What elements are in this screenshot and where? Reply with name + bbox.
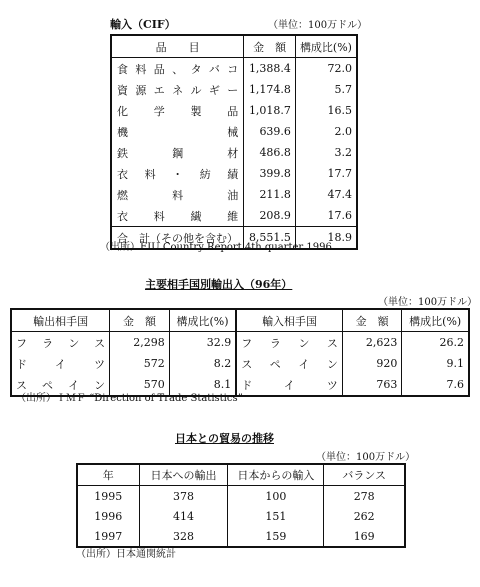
- japan-trade-unit: （単位：100万ドル）: [316, 452, 416, 463]
- share-cell: 72.0: [327, 62, 352, 75]
- share-cell: 47.4: [327, 188, 352, 201]
- export-country-cell: スペイン: [11, 374, 110, 396]
- header-balance: バランス: [324, 464, 405, 486]
- item-cell: 燃料油: [111, 184, 244, 205]
- imports-cell: 100: [228, 486, 324, 507]
- table-row: [111, 163, 357, 184]
- header-import-share: 構成比(%): [402, 309, 469, 332]
- imports-caption: 輸入（CIF）: [110, 18, 176, 31]
- balance-cell: 278: [353, 489, 375, 503]
- amount-cell: 639.6: [244, 121, 296, 142]
- table-row: [111, 184, 357, 205]
- amount-cell: 211.8: [244, 184, 296, 205]
- header-imports: 日本からの輸入: [228, 464, 324, 486]
- export-amount-cell: 2,298: [110, 332, 170, 354]
- japan-trade-header-row: [77, 464, 405, 486]
- import-country-cell: ドイツ: [236, 374, 342, 396]
- amount-cell: 1,174.8: [244, 79, 296, 100]
- exports-cell: 378: [139, 486, 228, 507]
- share-cell: 17.6: [327, 209, 352, 222]
- header-import-country: 輸入相手国: [236, 309, 342, 332]
- import-amount-cell: 763: [342, 374, 402, 396]
- balance-cell: 169: [353, 529, 375, 543]
- import-share-cell: 26.2: [439, 336, 464, 349]
- import-share-cell: 7.6: [446, 378, 464, 391]
- header-share: 構成比(%): [295, 35, 357, 58]
- imports-unit: （単位：100万ドル）: [268, 20, 368, 31]
- table-row: [11, 332, 469, 354]
- share-cell: 3.2: [334, 146, 352, 159]
- share-cell: 16.5: [327, 104, 352, 117]
- exports-cell: 328: [139, 526, 228, 547]
- header-import-amount: 金 額: [342, 309, 402, 332]
- japan-trade-title: 日本との貿易の推移: [175, 432, 274, 445]
- year-cell: 1996: [77, 506, 139, 526]
- share-cell: 17.7: [327, 167, 352, 180]
- export-country-cell: ドイツ: [11, 353, 110, 374]
- table-row: [77, 526, 405, 547]
- total-amount-cell: 8,551.5: [244, 227, 296, 250]
- header-exports: 日本への輸出: [139, 464, 228, 486]
- imports-header-row: [111, 35, 357, 58]
- table-row: [111, 142, 357, 163]
- table-row: [111, 58, 357, 80]
- partners-header-row: [11, 309, 469, 332]
- table-row: [77, 506, 405, 526]
- item-cell: 機械: [111, 121, 244, 142]
- imports-source: （出所）EIU Country Report 4th quarter 1996: [100, 242, 332, 253]
- table-row: [111, 205, 357, 227]
- import-share-cell: 9.1: [446, 357, 464, 370]
- partners-source: （出所）ＩＭＦ “Direction of Trade Statistics”: [16, 393, 243, 404]
- partners-title: 主要相手国別輸出入（96年）: [145, 278, 293, 291]
- share-cell: 2.0: [334, 125, 352, 138]
- export-share-cell: 32.9: [169, 332, 236, 354]
- item-cell: 衣料繊維: [111, 205, 244, 227]
- item-cell: 鉄鋼材: [111, 142, 244, 163]
- header-year: 年: [77, 464, 139, 486]
- import-country-cell: フランス: [236, 332, 342, 354]
- item-cell: 化学製品: [111, 100, 244, 121]
- partners-table: [10, 308, 470, 397]
- amount-cell: 208.9: [244, 205, 296, 227]
- balance-cell: 262: [353, 509, 375, 523]
- table-row: [111, 79, 357, 100]
- export-share-cell: 8.1: [169, 374, 236, 396]
- export-share-cell: 8.2: [169, 353, 236, 374]
- header-export-amount: 金 額: [110, 309, 170, 332]
- amount-cell: 486.8: [244, 142, 296, 163]
- share-cell: 5.7: [334, 83, 352, 96]
- item-cell: 食料品、タバコ: [111, 58, 244, 80]
- header-item: 品 目: [111, 35, 244, 58]
- table-row: [111, 121, 357, 142]
- item-cell: 衣料・紡績: [111, 163, 244, 184]
- table-row: [11, 353, 469, 374]
- table-row: [77, 486, 405, 507]
- export-amount-cell: 570: [110, 374, 170, 396]
- year-cell: 1997: [77, 526, 139, 547]
- imports-cell: 159: [228, 526, 324, 547]
- total-share-cell: 18.9: [295, 227, 357, 250]
- exports-cell: 414: [139, 506, 228, 526]
- partners-unit: （単位：100万ドル）: [378, 297, 478, 308]
- export-amount-cell: 572: [110, 353, 170, 374]
- header-export-country: 輸出相手国: [11, 309, 110, 332]
- item-cell: 資源エネルギー: [111, 79, 244, 100]
- amount-cell: 399.8: [244, 163, 296, 184]
- import-amount-cell: 2,623: [342, 332, 402, 354]
- import-country-cell: スペイン: [236, 353, 342, 374]
- imports-table: [110, 34, 358, 250]
- amount-cell: 1,018.7: [244, 100, 296, 121]
- export-country-cell: フランス: [11, 332, 110, 354]
- import-amount-cell: 920: [342, 353, 402, 374]
- table-row: [111, 100, 357, 121]
- header-amount: 金 額: [244, 35, 296, 58]
- total-item-cell: 合 計（その他を含む）: [111, 227, 244, 250]
- header-export-share: 構成比(%): [169, 309, 236, 332]
- japan-trade-table: [76, 463, 406, 548]
- amount-cell: 1,388.4: [244, 58, 296, 80]
- imports-cell: 151: [228, 506, 324, 526]
- year-cell: 1995: [77, 486, 139, 507]
- japan-trade-source: （出所）日本通関統計: [76, 549, 176, 560]
